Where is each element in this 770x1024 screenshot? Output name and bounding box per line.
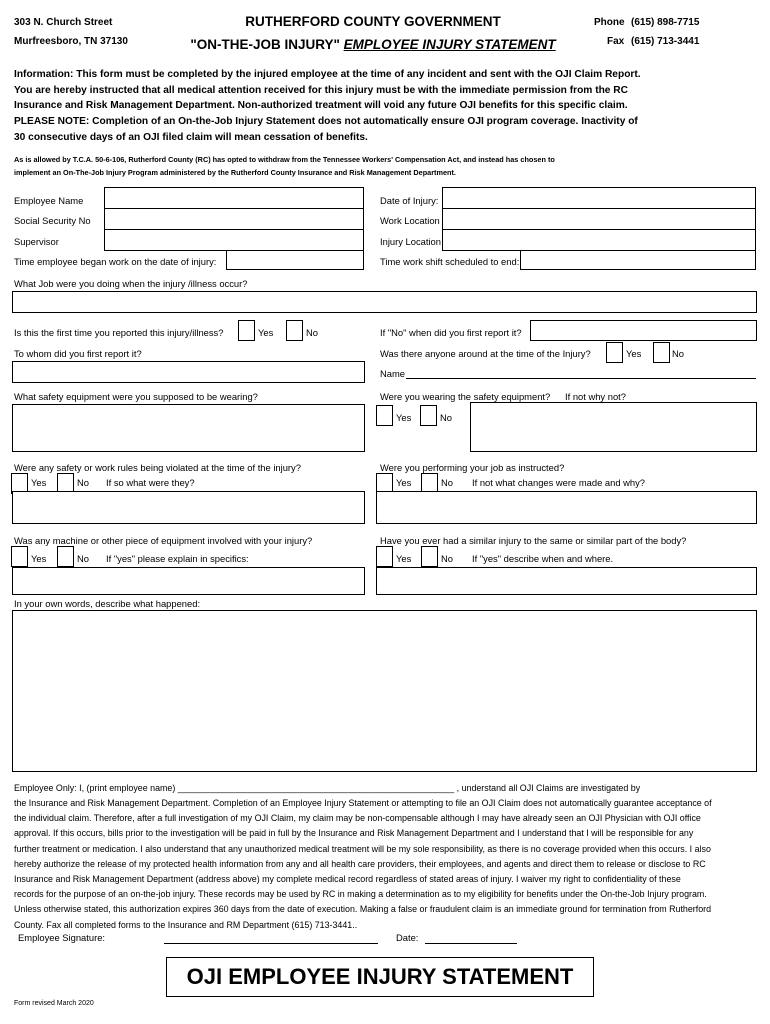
rules-violated-input[interactable]	[12, 491, 365, 524]
form-revised: Form revised March 2020	[14, 1000, 94, 1007]
first-time-label: Is this the first time you reported this injury/illness?	[14, 327, 224, 338]
wearing-safety-label: Were you wearing the safety equipment?	[380, 391, 551, 402]
to-whom-label: To whom did you first report it?	[14, 348, 142, 359]
job-doing-input[interactable]	[12, 291, 757, 313]
header-subtitle	[190, 35, 556, 55]
rules-violated-label: Were any safety or work rules being violated at the time of the injury?	[14, 462, 301, 473]
anyone-around-yes-label: Yes	[626, 348, 642, 359]
similar-injury-label: Have you ever had a similar injury to the same or similar part of the body?	[380, 535, 687, 546]
machine-yes-label: Yes	[31, 553, 47, 564]
similar-yes-label: Yes	[396, 553, 412, 564]
anyone-around-label: Was there anyone around at the time of the Injury?	[380, 348, 591, 359]
ssn-label: Social Security No	[14, 215, 91, 226]
machine-no-checkbox[interactable]	[57, 546, 74, 567]
injury-location-label: Injury Location	[380, 236, 441, 247]
subtitle-italic: EMPLOYEE INJURY STATEMENT	[343, 37, 556, 52]
employee-name-label: Employee Name	[14, 195, 84, 206]
work-location-input[interactable]	[442, 208, 756, 230]
similar-no-label: No	[441, 553, 453, 564]
first-time-yes-checkbox[interactable]	[238, 320, 255, 341]
performing-yes-label: Yes	[396, 477, 412, 488]
shift-end-label: Time work shift scheduled to end:	[380, 256, 520, 267]
legal-note: As is allowed by T.C.A. 50-6-106, Rutherford County (RC) has opted to withdraw from the Tennessee Workers' Compensation Act, and instead has chosen to implement an On-The-Job Injury Program administered by the Rutherford County Insurance and Risk Management Department.	[14, 155, 555, 177]
machine-no-label: No	[77, 553, 89, 564]
phone-label: Phone	[594, 17, 625, 28]
job-doing-label: What Job were you doing when the injury /illness occur?	[14, 278, 248, 289]
anyone-around-no-checkbox[interactable]	[653, 342, 670, 363]
statement-body: the Insurance and Risk Management Department. Completion of an Employee Injury Statement or attempting to file an OJI Claim does not automatically guarantee acceptance of the individual claim. Therefore, after a full investigation of my OJI Claim, my claim may be non-compensable although I may have already seen an OJI Physician with OJI office approval. If this occurs, bills prior to the investigation will be paid in full by the Insurance and Risk Management Department and I understand that I will be responsible for any further treatment or medication. I also understand that any unauthorized medical treatment will be my sole responsibility, as there is no coverage provided when this occurs. I also hereby authorize the release of my protected health information from any and all health care providers, their employees, and agents and direct them to release or disclose to RC Insurance and Risk Management Department (address above) my complete medical record regardless of stated areas of injury. I waiver my right to confidentiality of these records for the purpose of an on-the-job injury. These records may be used by RC in making a determination as to my eligibility for benefits under the On-the-Job Injury program. Unless otherwise stated, this authorization expires 360 days from the date of execution. Making a false or fraudulent claim is an immediate ground for termination from Rutherford County. Fax all completed forms to the Insurance and RM Department (615) 713-3441..	[14, 798, 712, 930]
performing-changes-input[interactable]	[376, 491, 757, 524]
address-line-2: Murfreesboro, TN 37130	[14, 36, 128, 47]
if-so-what-label: If so what were they?	[106, 477, 195, 488]
performing-no-label: No	[441, 477, 453, 488]
work-location-label: Work Location	[380, 215, 440, 226]
wearing-safety-yes-checkbox[interactable]	[376, 405, 393, 426]
first-time-no-checkbox[interactable]	[286, 320, 303, 341]
wearing-safety-yes-label: Yes	[396, 412, 412, 423]
anyone-around-yes-checkbox[interactable]	[606, 342, 623, 363]
similar-when-input[interactable]	[376, 567, 757, 595]
if-yes-when-label: If "yes" describe when and where.	[472, 553, 614, 564]
own-words-label: In your own words, describe what happened:	[14, 598, 201, 609]
safety-supposed-label: What safety equipment were you supposed to be wearing?	[14, 391, 258, 402]
safety-supposed-input[interactable]	[12, 404, 365, 452]
employee-name-input[interactable]	[104, 187, 364, 209]
information-paragraph: Information: This form must be completed by the injured employee at the time of any incident and sent with the OJI Claim Report. You are hereby instructed that all medical attention received for this injury must be with the immediate permission from the RC Insurance and Risk Management Department. Non-authorized treatment will void any future OJI benefits for this specific claim. PLEASE NOTE: Completion of an On-the-Job Injury Statement does not automatically ensure OJI program coverage. Inactivity of 30 consecutive days of an OJI filed claim will mean cessation of benefits.	[14, 69, 641, 143]
similar-no-checkbox[interactable]	[421, 546, 438, 567]
anyone-around-no-label: No	[672, 348, 684, 359]
if-no-when-label: If "No" when did you first report it?	[380, 327, 522, 338]
if-no-when-input[interactable]	[530, 320, 757, 341]
machine-specifics-input[interactable]	[12, 567, 365, 595]
header-title: RUTHERFORD COUNTY GOVERNMENT	[245, 14, 501, 29]
name-line[interactable]	[406, 378, 756, 379]
rules-violated-yes-label: Yes	[31, 477, 47, 488]
supervisor-input[interactable]	[104, 229, 364, 251]
fax-label: Fax	[607, 36, 625, 47]
shift-end-input[interactable]	[520, 250, 756, 270]
statement-print-name: Employee Only: I, (print employee name) ________________________________________________________ , understand all OJI Claims are investigated by	[14, 783, 641, 793]
time-began-label: Time employee began work on the date of injury:	[14, 256, 217, 267]
first-time-yes-label: Yes	[258, 327, 274, 338]
supervisor-label: Supervisor	[14, 236, 59, 247]
if-yes-specifics-label: If "yes" please explain in specifics:	[106, 553, 249, 564]
rules-violated-no-label: No	[77, 477, 89, 488]
name-label: Name	[380, 368, 406, 379]
performing-instructed-label: Were you performing your job as instructed?	[380, 462, 565, 473]
date-of-injury-label: Date of Injury:	[380, 195, 439, 206]
if-not-changes-label: If not what changes were made and why?	[472, 477, 646, 488]
form-banner: OJI EMPLOYEE INJURY STATEMENT	[166, 957, 594, 997]
date-label: Date:	[396, 932, 419, 943]
address-line-1: 303 N. Church Street	[14, 17, 113, 28]
first-time-no-label: No	[306, 327, 318, 338]
if-not-why-input[interactable]	[470, 402, 757, 452]
signature-label: Employee Signature:	[18, 932, 106, 943]
date-of-injury-input[interactable]	[442, 187, 756, 209]
if-not-why-label: If not why not?	[565, 391, 626, 402]
injury-location-input[interactable]	[442, 229, 756, 251]
wearing-safety-no-checkbox[interactable]	[420, 405, 437, 426]
machine-yes-checkbox[interactable]	[11, 546, 28, 567]
wearing-safety-no-label: No	[440, 412, 452, 423]
fax-value: (615) 713-3441	[631, 36, 700, 47]
own-words-textarea[interactable]	[12, 610, 757, 772]
phone-value: (615) 898-7715	[631, 17, 700, 28]
ssn-input[interactable]	[104, 208, 364, 230]
signature-line[interactable]	[164, 943, 378, 944]
similar-yes-checkbox[interactable]	[376, 546, 393, 567]
machine-involved-label: Was any machine or other piece of equipment involved with your injury?	[14, 535, 313, 546]
time-began-input[interactable]	[226, 250, 364, 270]
to-whom-input[interactable]	[12, 361, 365, 383]
date-line[interactable]	[425, 943, 517, 944]
subtitle-bold: "ON-THE-JOB INJURY"	[190, 37, 344, 52]
